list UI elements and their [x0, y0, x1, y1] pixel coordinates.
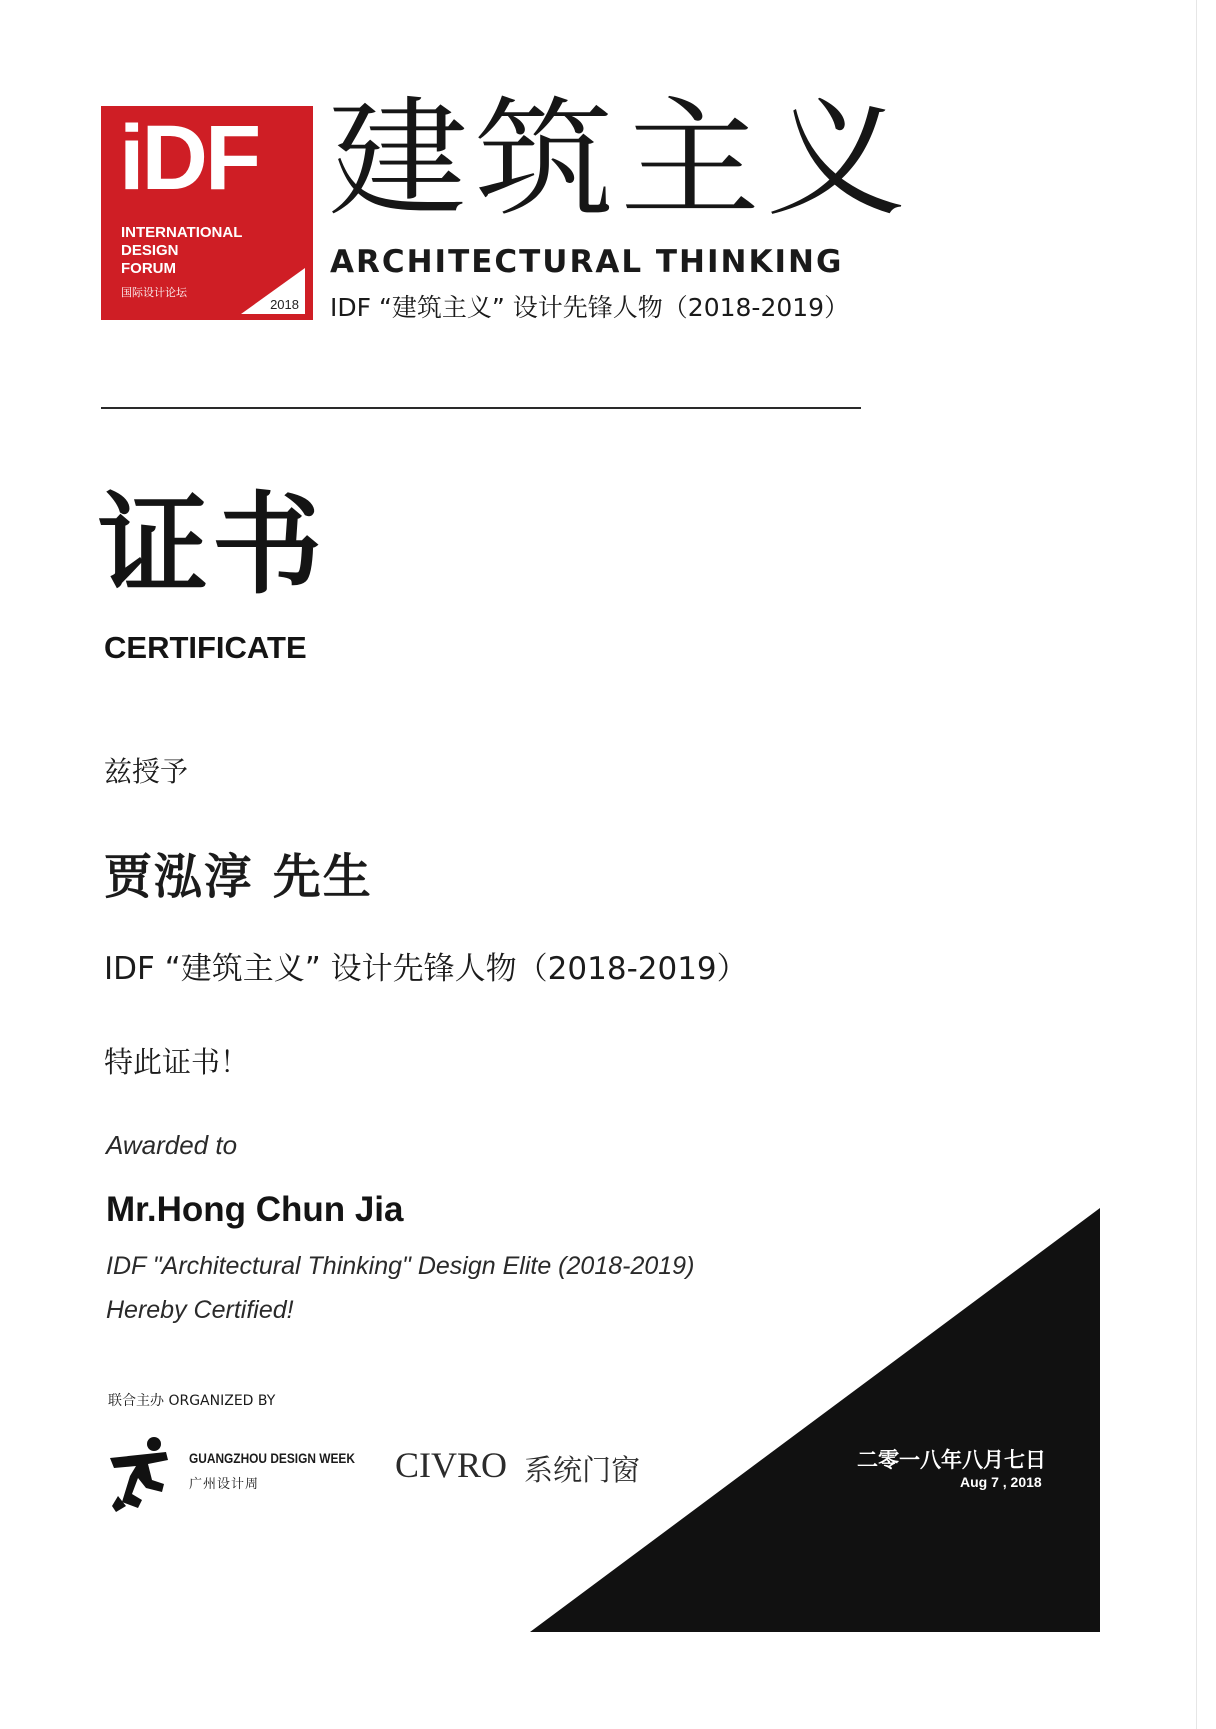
- civro-logo-cn: 系统门窗: [524, 1453, 641, 1487]
- title-architectural-thinking-en: ARCHITECTURAL THINKING: [330, 244, 844, 280]
- header-divider: [101, 407, 861, 409]
- civro-logo-text: CIVRO: [395, 1445, 508, 1485]
- award-title-cn: IDF “建筑主义” 设计先锋人物（2018-2019）: [104, 951, 748, 987]
- idf-logo-forum-cn: 国际设计论坛: [121, 286, 187, 299]
- recipient-name-en: Mr.Hong Chun Jia: [106, 1190, 404, 1229]
- idf-logo-forum-en: INTERNATIONAL DESIGN FORUM: [121, 224, 243, 277]
- runner-figure-icon: [108, 1436, 174, 1512]
- award-title-en: IDF "Architectural Thinking" Design Elite (2018-2019): [106, 1252, 695, 1280]
- certified-text-en: Hereby Certified!: [106, 1296, 294, 1324]
- title-subtitle: IDF “建筑主义” 设计先锋人物（2018-2019）: [330, 293, 850, 322]
- certificate-title-cn: 证书: [98, 481, 326, 609]
- idf-logo: [101, 106, 313, 320]
- gdw-name-cn: 广州设计周: [189, 1477, 260, 1492]
- title-architectural-thinking-cn: 建筑主义: [328, 84, 913, 235]
- awarded-to-text: Awarded to: [106, 1130, 238, 1160]
- certificate-title-en: CERTIFICATE: [104, 630, 307, 665]
- recipient-name-cn: 贾泓淳 先生: [104, 849, 373, 905]
- gdw-name-en: GUANGZHOU DESIGN WEEK: [189, 1450, 355, 1466]
- organized-by-label: 联合主办 ORGANIZED BY: [108, 1393, 276, 1409]
- issue-date-en: Aug 7 , 2018: [960, 1474, 1042, 1490]
- idf-logo-letters: iDF: [119, 107, 259, 209]
- decorative-black-triangle: [530, 1208, 1100, 1632]
- page-edge-line: [1196, 0, 1197, 1729]
- issue-date-cn: 二零一八年八月七日: [857, 1448, 1046, 1472]
- idf-logo-year: 2018: [270, 297, 299, 312]
- grant-text-cn: 兹授予: [104, 755, 189, 788]
- certified-text-cn: 特此证书！: [104, 1045, 250, 1079]
